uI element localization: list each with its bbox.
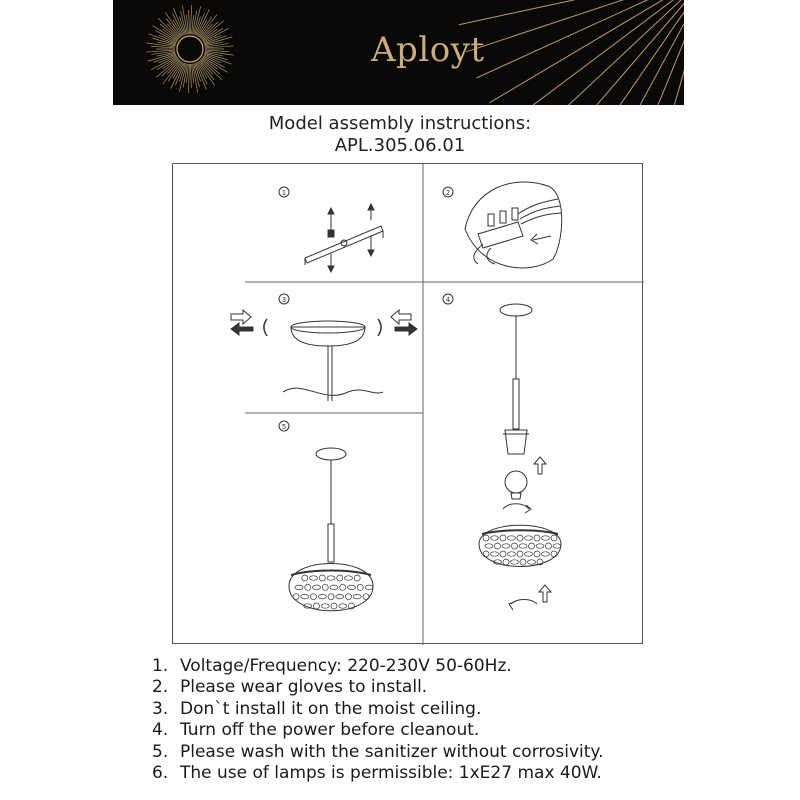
- step-marker-4: [443, 294, 453, 304]
- mounting-bracket-illustration: [305, 204, 383, 272]
- step-marker-3: [279, 294, 289, 304]
- step-marker-1: [279, 187, 289, 197]
- finished-pendant-illustration: [289, 448, 373, 611]
- note-item: 2. Please wear gloves to install.: [152, 677, 428, 698]
- brand-banner: [113, 0, 684, 105]
- notes-list: [152, 656, 603, 784]
- svg-text:3: 3: [281, 296, 287, 304]
- svg-text:4: 4: [445, 296, 451, 304]
- note-item: 4. Turn off the power before cleanout.: [152, 720, 480, 741]
- bulb-installation-illustration: [479, 304, 561, 610]
- note-item: 3. Don`t install it on the moist ceiling.: [152, 698, 482, 719]
- svg-text:1: 1: [281, 189, 287, 197]
- assembly-diagram: [172, 163, 643, 644]
- instructions-title: Model assembly instructions:: [268, 113, 532, 134]
- step-marker-5: [279, 421, 289, 431]
- note-item: 6. The use of lamps is permissible: 1xE27 max 40W.: [152, 763, 602, 784]
- brand-name: Aployt: [371, 30, 485, 70]
- step-marker-2: [443, 187, 453, 197]
- svg-text:2: 2: [445, 189, 451, 197]
- note-item: 5. Please wash with the sanitizer without corrosivity.: [152, 741, 604, 762]
- model-number: APL.305.06.01: [334, 135, 466, 156]
- wiring-connector-illustration: [465, 182, 562, 268]
- note-item: 1. Voltage/Frequency: 220-230V 50-60Hz.: [152, 656, 512, 676]
- canopy-mounting-illustration: [231, 310, 417, 401]
- svg-text:5: 5: [281, 423, 287, 431]
